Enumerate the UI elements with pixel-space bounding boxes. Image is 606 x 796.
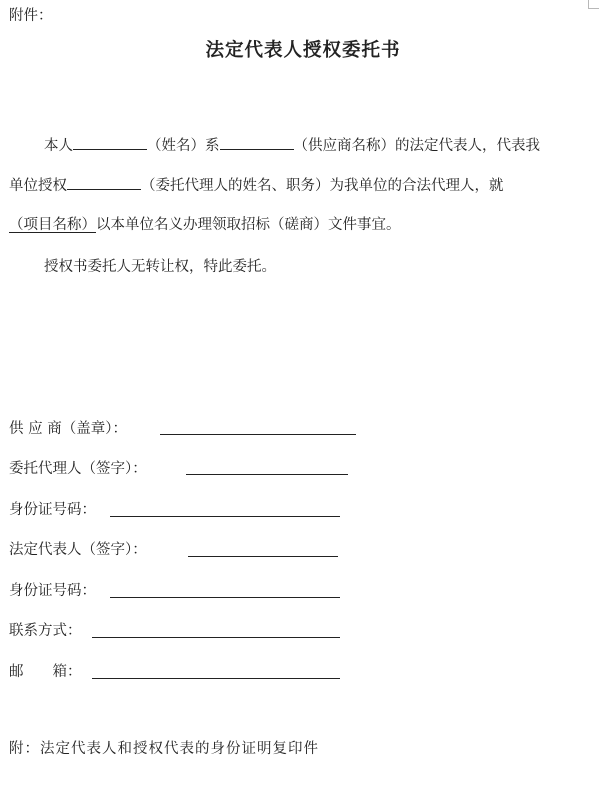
text-agent-hint: （委托代理人的姓名、职务）为我单位的合法代理人，就 bbox=[141, 178, 504, 194]
legal-rep-signature-label: 法定代表人（签字）： bbox=[9, 542, 147, 558]
paragraph-line-3 bbox=[9, 215, 401, 235]
legal-rep-signature-line[interactable] bbox=[188, 556, 338, 557]
footer-attachment-note: 附：法定代表人和授权代表的身份证明复印件 bbox=[9, 741, 319, 757]
paragraph-line-4 bbox=[44, 257, 276, 277]
text-purpose: 以本单位名义办理领取招标（磋商）文件事宜。 bbox=[96, 217, 401, 233]
text-no-transfer: 授权书委托人无转让权，特此委托。 bbox=[44, 259, 276, 275]
email-line[interactable] bbox=[92, 678, 340, 679]
agent-signature-label: 委托代理人（签字）： bbox=[9, 461, 147, 477]
paragraph-line-1 bbox=[44, 135, 540, 156]
agent-id-label: 身份证号码： bbox=[9, 502, 96, 518]
project-name-field[interactable]: （项目名称） bbox=[9, 217, 96, 233]
supplier-seal-label: 供 应 商（盖章）： bbox=[9, 421, 127, 437]
supplier-name-blank[interactable] bbox=[220, 135, 294, 150]
page-corner-mark bbox=[588, 0, 599, 9]
legal-rep-id-line[interactable] bbox=[110, 597, 340, 598]
email-label: 邮 箱： bbox=[9, 664, 82, 680]
legal-rep-id-label: 身份证号码： bbox=[9, 583, 96, 599]
agent-id-line[interactable] bbox=[110, 516, 340, 517]
contact-label: 联系方式： bbox=[9, 623, 82, 639]
text-supplier-hint: （供应商名称）的法定代表人，代表我 bbox=[293, 138, 540, 154]
text-authorize: 单位授权 bbox=[9, 178, 67, 194]
name-blank[interactable] bbox=[73, 135, 147, 150]
supplier-seal-line[interactable] bbox=[160, 434, 356, 435]
text-name-hint: （姓名）系 bbox=[147, 138, 220, 154]
document-title: 法定代表人授权委托书 bbox=[205, 40, 401, 61]
text-self: 本人 bbox=[44, 138, 73, 154]
paragraph-line-2 bbox=[9, 175, 504, 196]
contact-line[interactable] bbox=[92, 637, 340, 638]
agent-signature-line[interactable] bbox=[186, 474, 348, 475]
agent-name-blank[interactable] bbox=[67, 175, 141, 190]
attachment-label: 附件： bbox=[9, 8, 53, 24]
